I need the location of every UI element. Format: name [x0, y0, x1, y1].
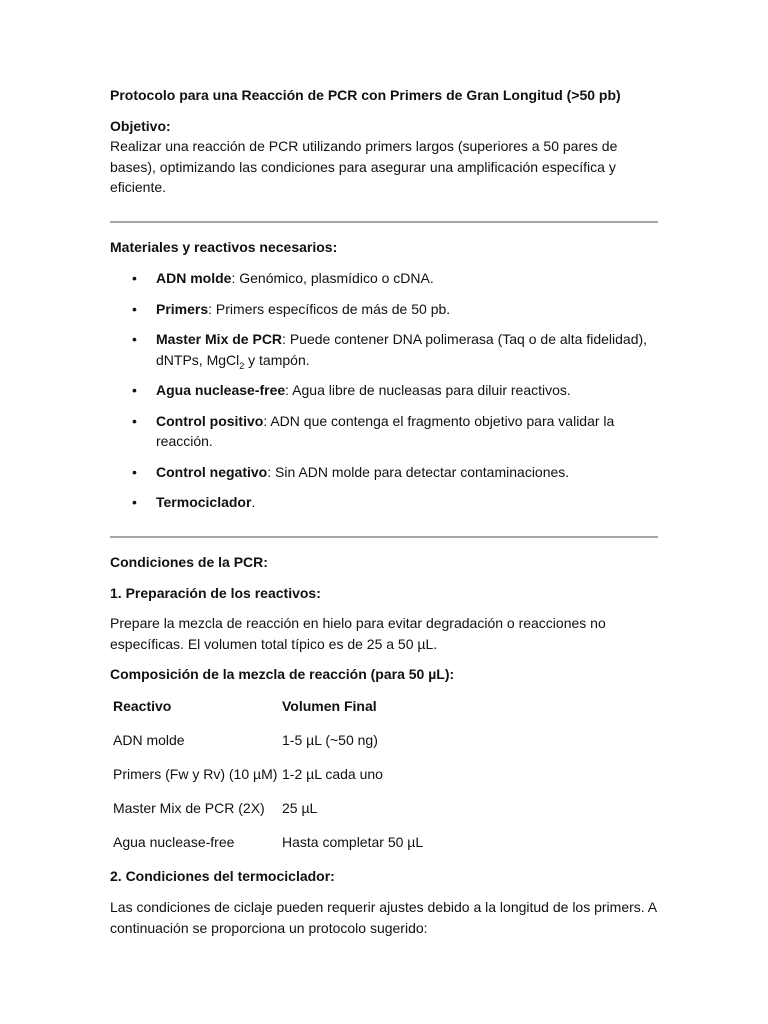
- composition-table: [113, 696, 553, 866]
- material-term: Termociclador: [156, 494, 252, 510]
- step2-text: Las condiciones de ciclaje pueden requerir ajustes debido a la longitud de los primers. A continuación se proporciona un protocolo sugerido:: [110, 899, 657, 936]
- material-term: Control positivo: [156, 412, 264, 429]
- step1-text: Prepare la mezcla de reacción en hielo para evitar degradación o reacciones no específicas. El volumen total típico es de 25 a 50 µL.: [110, 615, 606, 652]
- material-desc: : Genómico, plasmídico o cDNA.: [231, 270, 434, 286]
- conditions-heading: Condiciones de la PCR:: [110, 554, 268, 570]
- material-term: Primers: [156, 300, 209, 317]
- table-cell: 1-5 µL (~50 ng): [282, 732, 378, 748]
- material-term: Master Mix de PCR: [156, 331, 283, 347]
- bullet-icon: •: [132, 331, 137, 347]
- material-term: Agua nuclease-free: [156, 382, 286, 398]
- material-desc: : ADN que contenga el fragmento objetivo para validar la reacción.: [156, 412, 615, 449]
- materials-list: [110, 268, 658, 523]
- bullet-icon: •: [132, 300, 137, 317]
- material-desc: : Puede contener DNA polimerasa (Taq o de alta fidelidad), dNTPs, MgCl: [156, 331, 648, 368]
- step2-heading: 2. Condiciones del termociclador:: [110, 868, 335, 884]
- table-cell: Master Mix de PCR (2X): [113, 800, 265, 816]
- materials-heading: Materiales y reactivos necesarios:: [110, 239, 338, 255]
- table-cell: Agua nuclease-free: [113, 834, 235, 850]
- bullet-icon: •: [132, 412, 137, 429]
- list-item: [110, 329, 658, 370]
- objective-heading: Objetivo:: [110, 118, 171, 134]
- bullet-icon: •: [132, 382, 137, 398]
- table-row: [113, 832, 553, 866]
- list-item: [110, 268, 658, 289]
- table-cell: 25 µL: [282, 800, 318, 816]
- list-item: [110, 492, 658, 513]
- composition-heading: Composición de la mezcla de reacción (para 50 µL):: [110, 666, 455, 682]
- table-header-cell: Volumen Final: [282, 698, 377, 714]
- list-item: [110, 411, 658, 452]
- material-term: Control negativo: [156, 463, 268, 480]
- section-divider: [110, 221, 658, 223]
- document-title: Protocolo para una Reacción de PCR con Primers de Gran Longitud (>50 pb): [110, 87, 621, 103]
- table-row: [113, 730, 553, 764]
- material-desc: : Sin ADN molde para detectar contaminaciones.: [267, 463, 570, 480]
- list-item: [110, 380, 658, 401]
- table-header-row: [113, 696, 553, 730]
- table-row: [113, 798, 553, 832]
- bullet-icon: •: [132, 463, 137, 480]
- step1-heading: 1. Preparación de los reactivos:: [110, 585, 321, 601]
- material-desc-after: y tampón.: [244, 351, 310, 368]
- table-cell: Primers (Fw y Rv) (10 µM): [113, 766, 278, 782]
- table-cell: 1-2 µL cada uno: [282, 766, 383, 782]
- bullet-icon: •: [132, 494, 137, 510]
- material-term: ADN molde: [156, 270, 232, 286]
- section-divider: [110, 536, 658, 538]
- table-cell: ADN molde: [113, 732, 185, 748]
- list-item: [110, 299, 658, 320]
- material-desc: : Agua libre de nucleasas para diluir reactivos.: [285, 382, 571, 398]
- bullet-icon: •: [132, 270, 137, 286]
- table-row: [113, 764, 553, 798]
- table-cell: Hasta completar 50 µL: [282, 834, 424, 850]
- table-header-cell: Reactivo: [113, 698, 172, 714]
- material-desc: .: [251, 494, 256, 510]
- material-desc: : Primers específicos de más de 50 pb.: [208, 300, 451, 317]
- objective-text: Realizar una reacción de PCR utilizando primers largos (superiores a 50 pares de bases), optimizando las condiciones para asegurar una amplificación específica y eficiente.: [110, 138, 618, 195]
- list-item: [110, 462, 658, 483]
- subscript: 2: [239, 360, 245, 371]
